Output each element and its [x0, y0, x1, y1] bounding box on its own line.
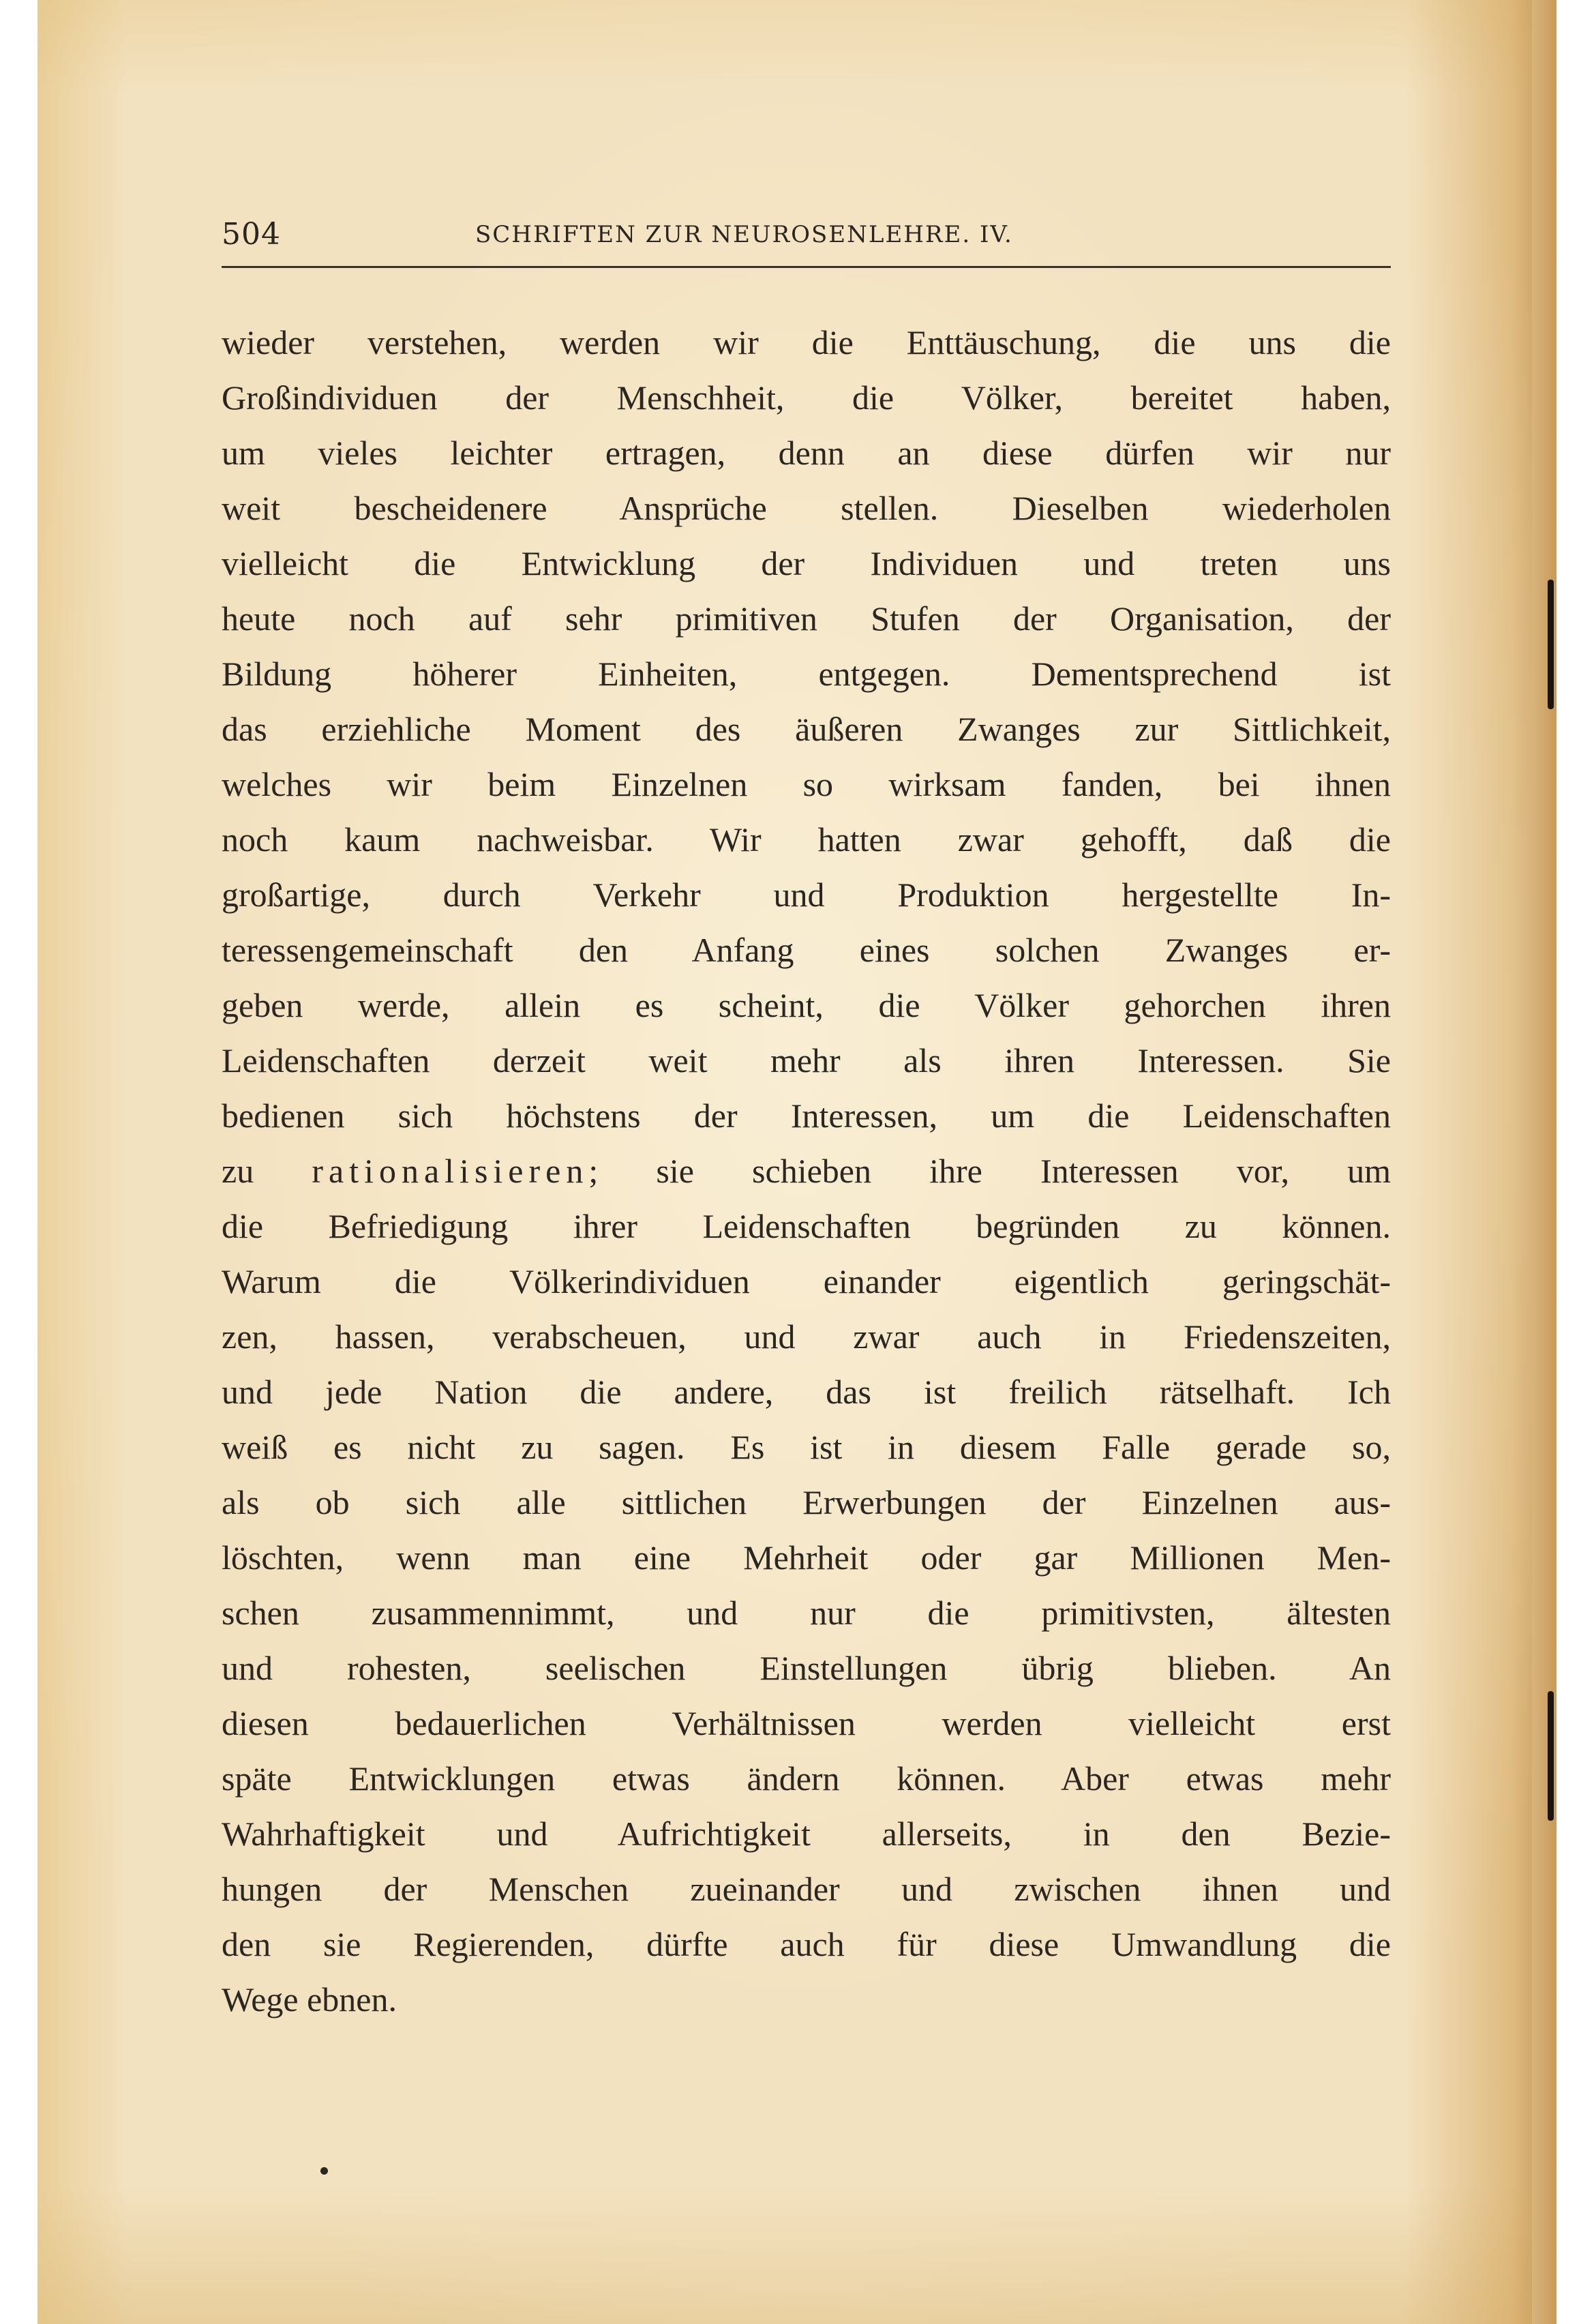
text-line: und jede Nation die andere, das ist freilich rätselhaft. Ich	[222, 1373, 1391, 1411]
text-line: heute noch auf sehr primitiven Stufen der Organisation, der	[222, 599, 1391, 638]
text-line: zen, hassen, verabscheuen, und zwar auch in Friedenszeiten,	[222, 1317, 1391, 1356]
text-line: Bildung höherer Einheiten, entgegen. Dementsprechend ist	[222, 655, 1391, 693]
spaced-emphasis: rationalisieren	[312, 1152, 589, 1190]
text-line: weiß es nicht zu sagen. Es ist in diesem Falle gerade so,	[222, 1428, 1391, 1466]
running-title: SCHRIFTEN ZUR NEUROSENLEHRE. IV.	[475, 221, 1013, 248]
text-line: Wahrhaftigkeit und Aufrichtigkeit allerseits, in den Bezie-	[222, 1815, 1391, 1853]
text-line-spaced	[222, 1144, 1391, 1199]
text-line: die Befriedigung ihrer Leidenschaften begründen zu können.	[222, 1207, 1391, 1245]
page-edge	[1532, 0, 1557, 2324]
binding-mark	[1548, 1691, 1554, 1821]
text-line: das erziehliche Moment des äußeren Zwanges zur Sittlichkeit,	[222, 710, 1391, 748]
text-fragment: zu	[222, 1152, 254, 1190]
ink-dot	[320, 2167, 328, 2175]
text-line: bedienen sich höchstens der Interessen, um die Leidenschaften	[222, 1097, 1391, 1135]
text-line: späte Entwicklungen etwas ändern können. Aber etwas mehr	[222, 1759, 1391, 1798]
text-line: den sie Regierenden, dürfte auch für diese Umwandlung die	[222, 1925, 1391, 1963]
text-line: vielleicht die Entwicklung der Individuen und treten uns	[222, 544, 1391, 582]
text-line: löschten, wenn man eine Mehrheit oder gar Millionen Men-	[222, 1538, 1391, 1577]
running-header	[222, 217, 1391, 265]
text-line: schen zusammennimmt, und nur die primitivsten, ältesten	[222, 1594, 1391, 1632]
text-line: um vieles leichter ertragen, denn an diese dürfen wir nur	[222, 434, 1391, 472]
text-line: noch kaum nachweisbar. Wir hatten zwar gehofft, daß die	[222, 820, 1391, 859]
text-line-last: Wege ebnen.	[222, 1980, 397, 2018]
text-line: großartige, durch Verkehr und Produktion hergestellte In-	[222, 876, 1391, 914]
text-line: welches wir beim Einzelnen so wirksam fanden, bei ihnen	[222, 765, 1391, 803]
text-line: Leidenschaften derzeit weit mehr als ihren Interessen. Sie	[222, 1041, 1391, 1079]
body-text	[222, 315, 1391, 2027]
text-line: teressengemeinschaft den Anfang eines solchen Zwanges er-	[222, 931, 1391, 969]
text-line: Großindividuen der Menschheit, die Völker, bereitet haben,	[222, 378, 1391, 417]
text-fragment: ; sie schieben ihre Interessen vor, um	[588, 1152, 1391, 1190]
page-number: 504	[222, 217, 281, 252]
text-line: hungen der Menschen zueinander und zwischen ihnen und	[222, 1870, 1391, 1908]
text-line: geben werde, allein es scheint, die Völker gehorchen ihren	[222, 986, 1391, 1024]
text-line: und rohesten, seelischen Einstellungen übrig blieben. An	[222, 1649, 1391, 1687]
text-line: wieder verstehen, werden wir die Enttäuschung, die uns die	[222, 323, 1391, 361]
text-line: als ob sich alle sittlichen Erwerbungen der Einzelnen aus-	[222, 1483, 1391, 1521]
binding-mark	[1548, 580, 1554, 709]
text-line: diesen bedauerlichen Verhältnissen werden vielleicht erst	[222, 1704, 1391, 1742]
text-line: weit bescheidenere Ansprüche stellen. Dieselben wiederholen	[222, 489, 1391, 527]
text-line: Warum die Völkerindividuen einander eigentlich geringschät-	[222, 1262, 1391, 1300]
header-rule	[222, 266, 1391, 268]
